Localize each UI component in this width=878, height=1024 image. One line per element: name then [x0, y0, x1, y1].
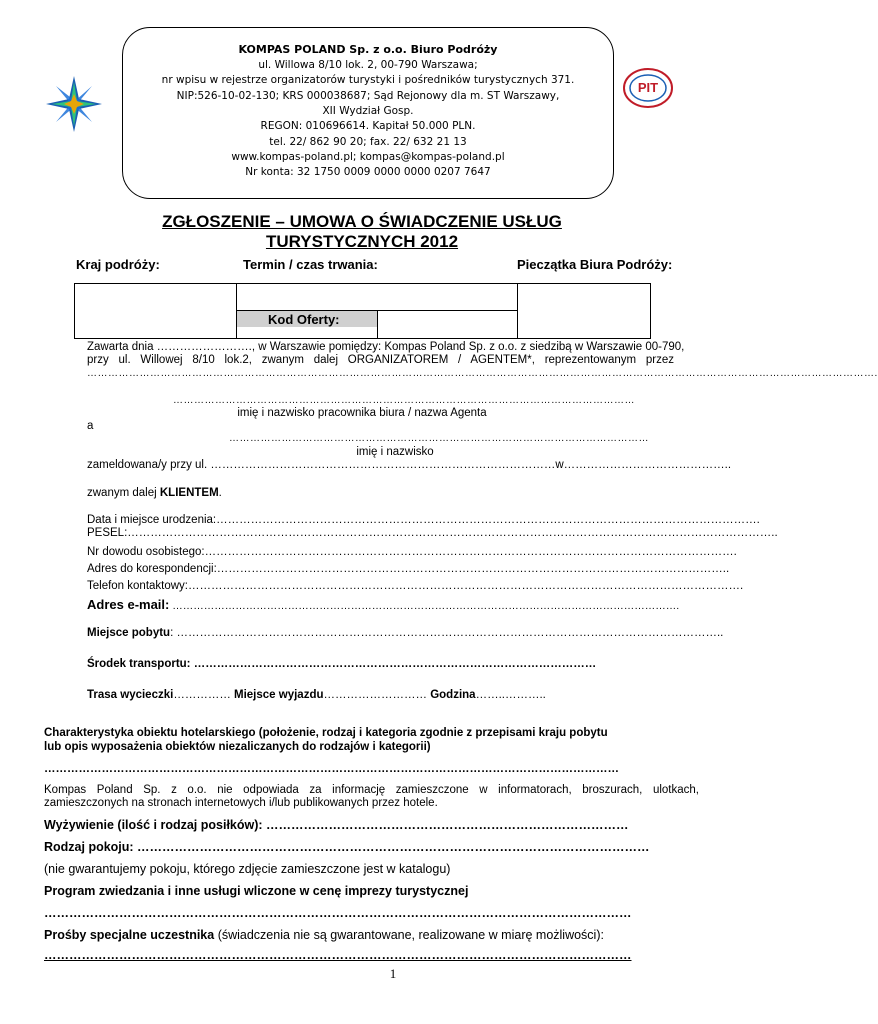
special-requests-row: Prośby specjalne uczestnika (świadczenia nie są gwarantowane, realizowane w miarę możliwości): — [44, 928, 604, 942]
registry-number: nr wpisu w rejestrze organizatorów turystyki i pośredników turystycznych 371. — [161, 74, 575, 86]
page-number: 1 — [389, 966, 397, 981]
meals-field[interactable]: Wyżywienie (ilość i rodzaj posiłków): …………………………………………………………………………… — [44, 818, 629, 832]
offer-code-label: Kod Oferty: — [268, 312, 340, 327]
stamp-area — [518, 284, 650, 338]
room-type-field[interactable]: Rodzaj pokoju: …………………………………………………………………………………………………………… — [44, 840, 650, 854]
offer-code-input[interactable] — [378, 311, 517, 338]
hotel-description-dots[interactable]: …………………………………………………………………………………………………………………………………… — [44, 763, 619, 775]
agent-caption: imię i nazwisko pracownika biura / nazwa Agenta — [237, 407, 487, 419]
form-title-line1: ZGŁOSZENIE – UMOWA O ŚWIADCZENIE USŁUG — [162, 212, 562, 231]
disclaimer-line1: Kompas Poland Sp. z o.o. nie odpowiada za informację zamieszczone w informatorach, broszurach, ulotkach, — [44, 784, 699, 796]
special-requests-dots[interactable]: …………………………………………………………………………………………………………………………… — [44, 948, 632, 962]
correspondence-address-field[interactable]: Adres do korespondencji:…………………………………………………………………………………………………………………….. — [87, 563, 730, 575]
route-row[interactable]: Trasa wycieczki…………… Miejsce wyjazdu……………………… Godzina……..……….. — [87, 689, 546, 701]
term-input-cell[interactable] — [237, 284, 517, 310]
pit-logo-text: PIT — [637, 80, 659, 95]
disclaimer-line2: zamieszczonych na stronach internetowych i/lub publikowanych przez hotele. — [44, 797, 438, 809]
company-address: ul. Willowa 8/10 lok. 2, 00-790 Warszawa; — [258, 59, 478, 71]
id-document-field[interactable]: Nr dowodu osobistego:…………………………………………………………………………………………………………………………. — [87, 546, 737, 558]
pesel-field[interactable]: PESEL:…………………………………………………………………………………………………………………………………………………….. — [87, 527, 778, 539]
court-dept: XII Wydział Gosp. — [322, 105, 414, 117]
room-note: (nie gwarantujemy pokoju, którego zdjęcie zamieszczone jest w katalogu) — [44, 862, 451, 876]
country-input-cell[interactable] — [74, 283, 236, 338]
registered-address[interactable]: zameldowana/y przy ul. ………………………………………………………………………………w…………………………………….. — [87, 459, 732, 471]
a-connector: a — [87, 420, 94, 432]
pit-logo — [622, 67, 674, 109]
web-email: www.kompas-poland.pl; kompas@kompas-poland.pl — [231, 151, 505, 163]
transport-field[interactable]: Środek transportu: …………………………………………………………………………………………… — [87, 658, 597, 670]
phone-fax: tel. 22/ 862 90 20; fax. 22/ 632 21 13 — [269, 136, 467, 148]
agent-dots[interactable]: …………………………………………………………………………………………………………………… — [173, 395, 635, 406]
company-name: KOMPAS POLAND Sp. z o.o. Biuro Podróży — [238, 43, 498, 56]
program-heading: Program zwiedzania i inne usługi wliczone w cenę imprezy turystycznej — [44, 884, 469, 898]
birth-field[interactable]: Data i miejsce urodzenia:……………………………………………………………………………………………………………………………. — [87, 514, 760, 526]
program-dots[interactable]: …………………………………………………………………………………………………………………………… — [44, 906, 632, 920]
regon: REGON: 010696614. Kapitał 50.000 PLN. — [260, 120, 476, 132]
stamp-label: Pieczątka Biura Podróży: — [517, 257, 673, 272]
term-label: Termin / czas trwania: — [243, 257, 378, 272]
stay-place-field[interactable]: Miejsce pobytu: …………………………………………………………………………………………………………………………….. — [87, 627, 724, 639]
contract-line1: Zawarta dnia ……………………., w Warszawie pomiędzy: Kompas Poland Sp. z o.o. z siedzibą w Warszawie 00-790, — [87, 341, 685, 353]
country-label: Kraj podróży: — [76, 257, 160, 272]
company-ids: NIP:526-10-02-130; KRS 000038687; Sąd Rejonowy dla m. ST Warszawy, — [176, 90, 560, 102]
form-title-line2: TURYSTYCZNYCH 2012 — [265, 232, 459, 251]
hotel-heading-line1: Charakterystyka obiektu hotelarskiego (położenie, rodzaj i kategoria zgodnie z przepisami kraju pobytu — [44, 727, 608, 739]
phone-field[interactable]: Telefon kontaktowy:………………………………………………………………………………………………………………………………. — [87, 580, 744, 592]
client-clause: zwanym dalej KLIENTEM. — [87, 487, 222, 499]
representative-dots[interactable]: ………………………………………………………………………………………………………………………………………………………………………………………………………. — [87, 368, 878, 379]
client-name-dots[interactable]: ………………………………………………………………………………………………………… — [229, 433, 649, 444]
bank-account: Nr konta: 32 1750 0009 0000 0000 0207 7647 — [245, 166, 491, 178]
compass-star-logo — [44, 74, 104, 134]
email-field[interactable]: Adres e-mail: ………………………………………………………………………………………………………………………………. — [87, 597, 680, 612]
hotel-heading-line2: lub opis wyposażenia obiektów niezaliczanych do rodzajów i kategorii) — [44, 741, 431, 753]
name-caption: imię i nazwisko — [356, 446, 434, 458]
contract-line2: przy ul. Willowej 8/10 lok.2, zwanym dalej ORGANIZATOREM / AGENTEM*, reprezentowanym przez — [87, 354, 674, 366]
